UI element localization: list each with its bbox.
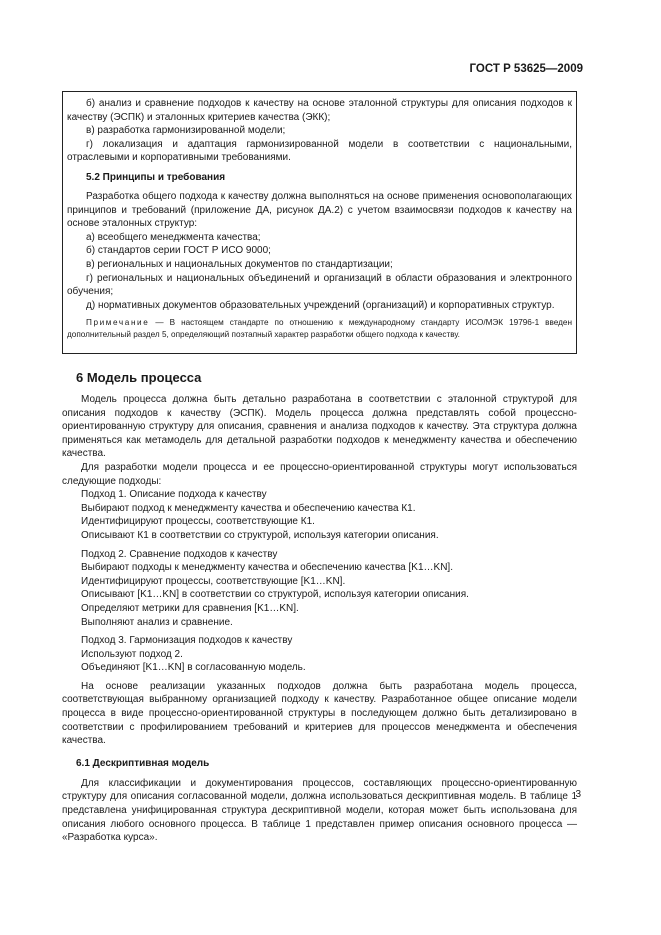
- note-text: — В настоящем стандарте по отношению к международному стандарту ИСО/МЭК 19796-1 введен дополнительный раздел 5, определяющий поэтапный характер разработки общего подхода к качеству.: [67, 318, 572, 340]
- list-item: д) нормативных документов образовательных учреждений (организаций) и корпоративных структур.: [86, 299, 555, 311]
- approach-line: Подход 1. Описание подхода к качеству: [81, 489, 267, 501]
- approach-line: Выбирают подходы к менеджменту качества и обеспечению качества [K1…KN].: [81, 562, 453, 574]
- paragraph: Разработка общего подхода к качеству должна выполняться на основе применения основополагающих принципов и требований (приложение ДА, рисунок ДА.2) с учетом взаимосвязи подходов к качеству на основе эталонных структур:: [67, 190, 572, 230]
- list-item: г) локализация и адаптация гармонизированной модели в соответствии с национальными, отраслевыми и корпоративными требованиями.: [67, 138, 572, 164]
- approach-line: Идентифицируют процессы, соответствующие К1.: [81, 516, 315, 528]
- approach-line: Объединяют [K1…KN] в согласованную модель.: [81, 662, 306, 674]
- approach-line: Подход 2. Сравнение подходов к качеству: [81, 548, 278, 560]
- note-label: Примечание: [86, 318, 150, 328]
- approach-line: Используют подход 2.: [81, 648, 183, 660]
- document-code: ГОСТ Р 53625—2009: [469, 63, 583, 75]
- section-heading-6: 6 Модель процесса: [76, 370, 202, 385]
- list-item: в) региональных и национальных документов по стандартизации;: [86, 258, 393, 270]
- page-number: 3: [575, 789, 581, 800]
- note: [67, 317, 572, 341]
- list-item: в) разработка гармонизированной модели;: [86, 125, 286, 137]
- approach-line: Определяют метрики для сравнения [K1…KN].: [81, 602, 299, 614]
- approach-line: Подход 3. Гармонизация подходов к качеству: [81, 635, 293, 647]
- paragraph: Для разработки модели процесса и ее процессно-ориентированной структуры могут использоваться следующие подходы:: [62, 461, 577, 487]
- list-item: б) анализ и сравнение подходов к качеству на основе эталонной структуры для описания подходов к качеству (ЭСПК) и эталонных критериев качества (ЭКК);: [67, 98, 572, 123]
- approach-line: Выбирают подход к менеджменту качества и обеспечению качества К1.: [81, 502, 416, 514]
- approach-line: Идентифицируют процессы, соответствующие [K1…KN].: [81, 575, 346, 587]
- section-6: [62, 370, 577, 845]
- list-item: а) всеобщего менеджмента качества;: [86, 231, 261, 243]
- approach-line: Выполняют анализ и сравнение.: [81, 616, 233, 628]
- approach-line: Описывают К1 в соответствии со структурой, используя категории описания.: [81, 529, 439, 541]
- paragraph: Модель процесса должна быть детально разработана в соответствии с эталонной структурой для описания подходов к качеству (ЭСПК). Модель процесса должна представлять собой процессно-ориентированную структуру для описания, сравнения и анализа подходов к качеству. Эта структура должна применяться как метамодель для детальной разработки подходов к менеджменту качества и обеспечению качества.: [62, 394, 577, 460]
- added-section-box: [62, 91, 577, 354]
- list-item: г) региональных и национальных объединений и организаций в области образования и электронного обучения;: [67, 272, 572, 298]
- paragraph: На основе реализации указанных подходов должна быть разработана модель процесса, соответствующая выбранному организацией подходу к качеству. Разработанное общее описание модели процесса в виде процессно-ориентированной структуры в последующем должно быть детализировано в соответствии с профилированием требований и критериев для процессов менеджмента и обеспечения качества.: [62, 680, 577, 747]
- approach-line: Описывают [K1…KN] в соответствии со структурой, используя категории описания.: [81, 589, 469, 601]
- section-heading-6-1: 6.1 Дескриптивная модель: [76, 757, 210, 769]
- paragraph: Для классификации и документирования процессов, составляющих процессно-ориентированную структуру для описания согласованной модели, должна использоваться дескриптивная модель. В таблице 1 представлена унифицированная структура дескриптивной модели, которая может быть использована для описания любого основного процесса. В таблице 1 представлен пример описания основного процесса — «Разработка курса».: [62, 777, 577, 844]
- list-item: б) стандартов серии ГОСТ Р ИСО 9000;: [86, 245, 271, 257]
- section-heading-5-2: 5.2 Принципы и требования: [86, 171, 226, 183]
